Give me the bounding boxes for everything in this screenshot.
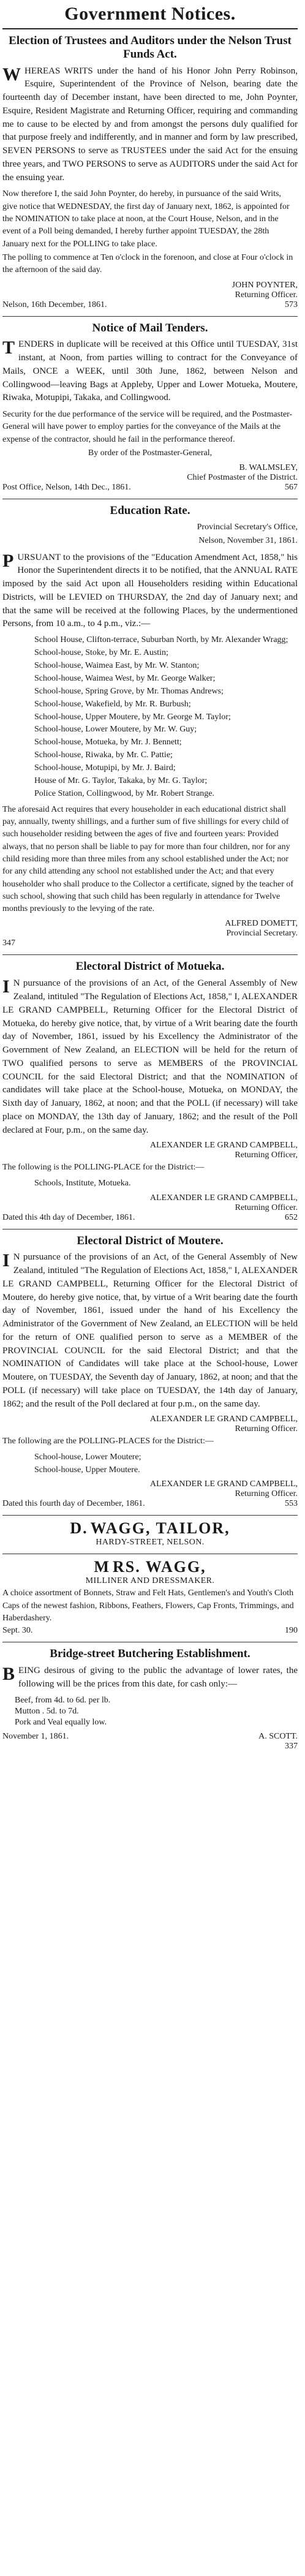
ad-education-rate bbox=[2, 504, 298, 948]
ad-number: 347 bbox=[2, 939, 15, 948]
page bbox=[0, 4, 300, 1751]
dropcap: T bbox=[2, 338, 15, 358]
place-item: School-house, Upper Moutere, by Mr. George M. Taylor; bbox=[34, 712, 231, 722]
ad-title: Education Rate. bbox=[110, 504, 190, 518]
date: Sept. 30. bbox=[2, 1626, 33, 1636]
date: Post Office, Nelson, 14th Dec., 1861. bbox=[2, 483, 131, 493]
ad-title: Bridge-street Butchering Establishment. bbox=[50, 1647, 250, 1661]
place-item: Police Station, Collingwood, by Mr. Robert Strange. bbox=[34, 788, 214, 798]
polling-place: School-house, Upper Moutere. bbox=[34, 1465, 140, 1475]
ad-title: Electoral District of Moutere. bbox=[77, 1234, 224, 1247]
ad-body bbox=[2, 977, 298, 1137]
ad-title: Electoral District of Motueka. bbox=[75, 960, 225, 973]
signer: ALEXANDER LE GRAND CAMPBELL, bbox=[149, 1193, 298, 1203]
place-item: School House, Clifton-terrace, Suburban North, by Mr. Alexander Wragg; bbox=[34, 635, 288, 645]
ad-electoral-motueka bbox=[2, 960, 298, 1222]
ad-body bbox=[2, 1664, 298, 1691]
ad-election-trustees bbox=[2, 34, 298, 310]
signature bbox=[2, 1415, 298, 1434]
polling-intro: The following is the POLLING-PLACE for the District:— bbox=[2, 1163, 205, 1173]
ad-number: 337 bbox=[285, 1742, 298, 1751]
ad-meta bbox=[2, 300, 298, 310]
signature bbox=[2, 463, 298, 483]
milliner-body: A choice assortment of Bonnets, Straw and Felt Hats, Gentlemen's and Youth's Cloth Caps of the newest fashion, Ribbons, Feathers, Flowers, Cap Fronts, Trimmings, and Haberdashery. bbox=[2, 1588, 294, 1623]
ad-body-text: URSUANT to the provisions of the "Education Amendment Act, 1858," his Honor the Superintendent directs it to be notified, that the ANNUAL RATE imposed by the said Act upon all Householders residing within Educational Districts, will be LEVIED on THURSDAY, the 2nd day of January next; and that the same will be received at the following Places, by the undermentioned Persons, from 10 a.m., to 4 p.m., viz.:— bbox=[2, 552, 298, 629]
ad-butcher bbox=[2, 1647, 298, 1751]
signer-role: Returning Officer. bbox=[235, 290, 298, 300]
by-order: By order of the Postmaster-General, bbox=[88, 448, 213, 458]
signature bbox=[2, 1141, 298, 1160]
ad-number: 553 bbox=[285, 1499, 298, 1509]
divider bbox=[2, 316, 298, 317]
signer: B. WALMSLEY, bbox=[239, 463, 298, 473]
ad-body bbox=[2, 1251, 298, 1411]
ad-body-text: N pursuance of the provisions of an Act, of the General Assembly of New Zealand, intituled "The Regulation of Elections Act, 1858," I, ALEXANDER LE GRAND CAMPBELL, Returning Officer for the Electoral District of Moutere, do hereby give notice, that, by virtue of a Writ bearing date the fourth day of November, 1861, issued under the hand of his Excellency the Administrator of the Government of New Zealand, an ELECTION will be held for the return of ONE qualified person to serve as a MEMBER of the PROVINCIAL COUNCIL for the said Electoral District; and that the NOMINATION of Candidates will take place at the School-house, Lower Moutere, on TUESDAY, the Seventh day of January, 1862, at noon; and that the POLL (if necessary) will take place on TUESDAY, the 14th day of January, 1862; and the result of the Poll declared at four p.m., on the same day. bbox=[2, 1252, 298, 1409]
initial: D. bbox=[70, 1519, 88, 1538]
polling-list bbox=[10, 1178, 298, 1190]
address: HARDY-STREET, NELSON. bbox=[96, 1538, 205, 1547]
ad-number: 190 bbox=[285, 1626, 298, 1636]
date: Dated this fourth day of December, 1861. bbox=[2, 1499, 145, 1509]
place-item: School-house, Spring Grove, by Mr. Thomas Andrews; bbox=[34, 686, 224, 696]
business-name: RS. WAGG, bbox=[112, 1558, 206, 1576]
place-item: School-house, Motupipi, by Mr. J. Baird; bbox=[34, 763, 176, 773]
signer-role: Returning Officer. bbox=[235, 1424, 298, 1434]
price-item: Beef, from 4d. to 6d. per lb. bbox=[15, 1695, 111, 1705]
signature bbox=[2, 919, 298, 939]
ad-meta bbox=[2, 1213, 298, 1223]
ad-number: 567 bbox=[285, 483, 298, 493]
dropcap: P bbox=[2, 550, 14, 571]
signer: JOHN POYNTER, bbox=[232, 280, 298, 290]
place-item: House of Mr. G. Taylor, Takaka, by Mr. G. Taylor; bbox=[34, 776, 208, 786]
ad-title: Notice of Mail Tenders. bbox=[92, 321, 208, 334]
page-header: Government Notices. bbox=[64, 4, 236, 24]
dropcap: W bbox=[2, 64, 21, 85]
ad-number: 652 bbox=[285, 1212, 298, 1222]
ad-milliner bbox=[2, 1558, 298, 1636]
ad-meta bbox=[2, 1626, 298, 1636]
place-item: School-house, Waimea West, by Mr. George Walker; bbox=[34, 673, 216, 683]
signature bbox=[2, 281, 298, 300]
price-item: Pork and Veal equally low. bbox=[15, 1718, 107, 1728]
signer: ALFRED DOMETT, bbox=[225, 919, 298, 929]
ad-body-text: EING desirous of giving to the public the advantage of lower rates, the following will be the prices from this date, for cash only:— bbox=[18, 1666, 298, 1689]
ad-body-2: Now therefore I, the said John Poynter, do hereby, in pursuance of the said Writs, give notice that WEDNESDAY, the first day of January next, 1862, is appointed for the NOMINATION to take place at noon, at the Court House, Nelson, and in the event of a Poll being demanded, I hereby further appoint TUESDAY, the 28th January next for the POLLING to take place. bbox=[2, 189, 290, 249]
ad-body bbox=[2, 65, 298, 185]
signer: ALEXANDER LE GRAND CAMPBELL, bbox=[149, 1479, 298, 1489]
polling-place: School-house, Lower Moutere; bbox=[34, 1452, 141, 1462]
divider bbox=[2, 1515, 298, 1516]
signer: A. SCOTT. bbox=[258, 1732, 298, 1742]
place-item: School-house, Wakefield, by Mr. R. Burbush; bbox=[34, 699, 191, 709]
date: Nelson, 16th December, 1861. bbox=[2, 300, 107, 309]
header-divider bbox=[2, 28, 298, 29]
ad-body-text: ENDERS in duplicate will be received at this Office until TUESDAY, 31st instant, at Noon, from parties willing to contract for the Conveyance of Mails, ONCE a WEEK, until 30th June, 1862, between Nelson and Collingwood—leaving Bags at Appleby, Upper and Lower Motueka, Moutere, Riwaka, Motupipi, Takaka, and Collingwood. bbox=[2, 339, 298, 403]
signature-2 bbox=[2, 1479, 298, 1499]
dropcap: B bbox=[2, 1664, 15, 1685]
ad-title: Election of Trustees and Auditors under the Nelson Trust Funds Act. bbox=[9, 34, 292, 61]
place-item: School-house, Lower Moutere, by Mr. W. Guy; bbox=[34, 725, 197, 735]
ad-number: 573 bbox=[285, 300, 298, 309]
divider bbox=[2, 954, 298, 955]
signer-role: Provincial Secretary. bbox=[226, 929, 298, 939]
price-list bbox=[15, 1695, 298, 1729]
ad-body bbox=[2, 551, 298, 632]
milliner-title bbox=[2, 1558, 298, 1576]
signer: ALEXANDER LE GRAND CAMPBELL, bbox=[149, 1415, 298, 1424]
places-list bbox=[10, 635, 298, 800]
ad-body-2: Security for the due performance of the service will be required, and the Postmaster-General will have power to employ parties for the conveyance of the Mails at the expense of the contractor, should he fail in the performance thereof. bbox=[2, 410, 293, 444]
ad-meta bbox=[2, 483, 298, 493]
ad-meta bbox=[2, 939, 298, 948]
signature-2 bbox=[2, 1193, 298, 1213]
signer-role: Returning Officer, bbox=[235, 1150, 298, 1160]
place-item: School-house, Motueka, by Mr. J. Bennett; bbox=[34, 738, 182, 747]
office-date: Nelson, November 31, 1861. bbox=[198, 536, 298, 546]
ad-tailor bbox=[2, 1519, 298, 1547]
place-item: School-house, Riwaka, by Mr. C. Pattie; bbox=[34, 750, 173, 760]
place-item: School-house, Waimea East, by Mr. W. Stanton; bbox=[34, 661, 200, 671]
ad-meta bbox=[2, 1732, 298, 1742]
ad-electoral-moutere bbox=[2, 1234, 298, 1509]
polling-place: Schools, Institute, Motueka. bbox=[34, 1178, 131, 1188]
signer-role: Chief Postmaster of the District. bbox=[187, 473, 298, 483]
ad-body-text: HEREAS WRITS under the hand of his Honor John Perry Robinson, Esquire, Superintendent of the Province of Nelson, bearing date the fourteenth day of December instant, have been directed to me, John Poynter, Esquire, Resident Magistrate and Returning Officer, requiring and commanding me to cause to be elected by and from amongst the persons duly qualified for that purpose freely and indifferently, and in manner and form by law prescribed, SEVEN PERSONS to serve as TRUSTEES under the said Act for the ensuing three years, and TWO PERSONS to serve as AUDITORS under the said Act for the ensuing year. bbox=[2, 66, 298, 183]
dropcap: I bbox=[2, 1250, 10, 1271]
initial: M bbox=[94, 1558, 110, 1576]
ad-meta bbox=[2, 1499, 298, 1509]
polling-intro: The following are the POLLING-PLACES for the District:— bbox=[2, 1437, 214, 1446]
place-item: School-house, Stoke, by Mr. E. Austin; bbox=[34, 648, 168, 658]
signer: ALEXANDER LE GRAND CAMPBELL, bbox=[149, 1141, 298, 1150]
polling-list bbox=[10, 1452, 298, 1476]
signer-role: Returning Officer. bbox=[235, 1203, 298, 1212]
price-item: Mutton . 5d. to 7d. bbox=[15, 1706, 79, 1716]
ad-mail-tenders bbox=[2, 322, 298, 493]
tailor-line bbox=[2, 1519, 298, 1538]
dropcap: I bbox=[2, 976, 10, 997]
date: Dated this 4th day of December, 1861. bbox=[2, 1212, 135, 1222]
date: November 1, 1861. bbox=[2, 1732, 69, 1742]
ad-body-3: The polling to commence at Ten o'clock in the forenoon, and close at Four o'clock in the afternoon of the said day. bbox=[2, 252, 293, 275]
business-name: WAGG, TAILOR, bbox=[90, 1519, 230, 1538]
ad-body-text: N pursuance of the provisions of an Act, of the General Assembly of New Zealand, intituled "The Regulation of Elections Act, 1858," I, ALEXANDER LE GRAND CAMPBELL, Returning Officer for the Electoral District of Motueka, do hereby give notice, that, by virtue of a Writ bearing date the fourth day of November, 1861, issued by his Excellency the Administrator of the Government of New Zealand, an ELECTION will be held for the return of TWO qualified persons to serve as MEMBERS of the PROVINCIAL COUNCIL for the said Electoral District; and that the NOMINATION of candidates will take place at the School-house, Motueka, on MONDAY, the Sixth day of January, 1862, at noon; and that the POLL (if necessary) will take place on MONDAY, the 13th day of January, 1862; and the result of the Poll declared at Four, p.m., on the same day. bbox=[2, 978, 298, 1135]
ad-body-2: The aforesaid Act requires that every householder in each educational district shall pay, annually, twenty shillings, and a further sum of five shillings for every child of such householder residing between the ages of five and fourteen years: Provided always, that no person shall be liable to pay for more than four children, nor for any child residing more than three miles from any school established under the Act; nor for any child attending any school not established under the Act; and that every householder who shall produce to the Collector a certificate, signed by the teacher of such school, showing that such child has been regularly in attendance for Twelve months previously to the levying of the rate. bbox=[2, 804, 294, 914]
milliner-subtitle: MILLINER AND DRESSMAKER. bbox=[85, 1576, 215, 1586]
ad-body bbox=[2, 338, 298, 405]
office: Provincial Secretary's Office, bbox=[197, 523, 298, 532]
signer-role: Returning Officer. bbox=[235, 1489, 298, 1499]
